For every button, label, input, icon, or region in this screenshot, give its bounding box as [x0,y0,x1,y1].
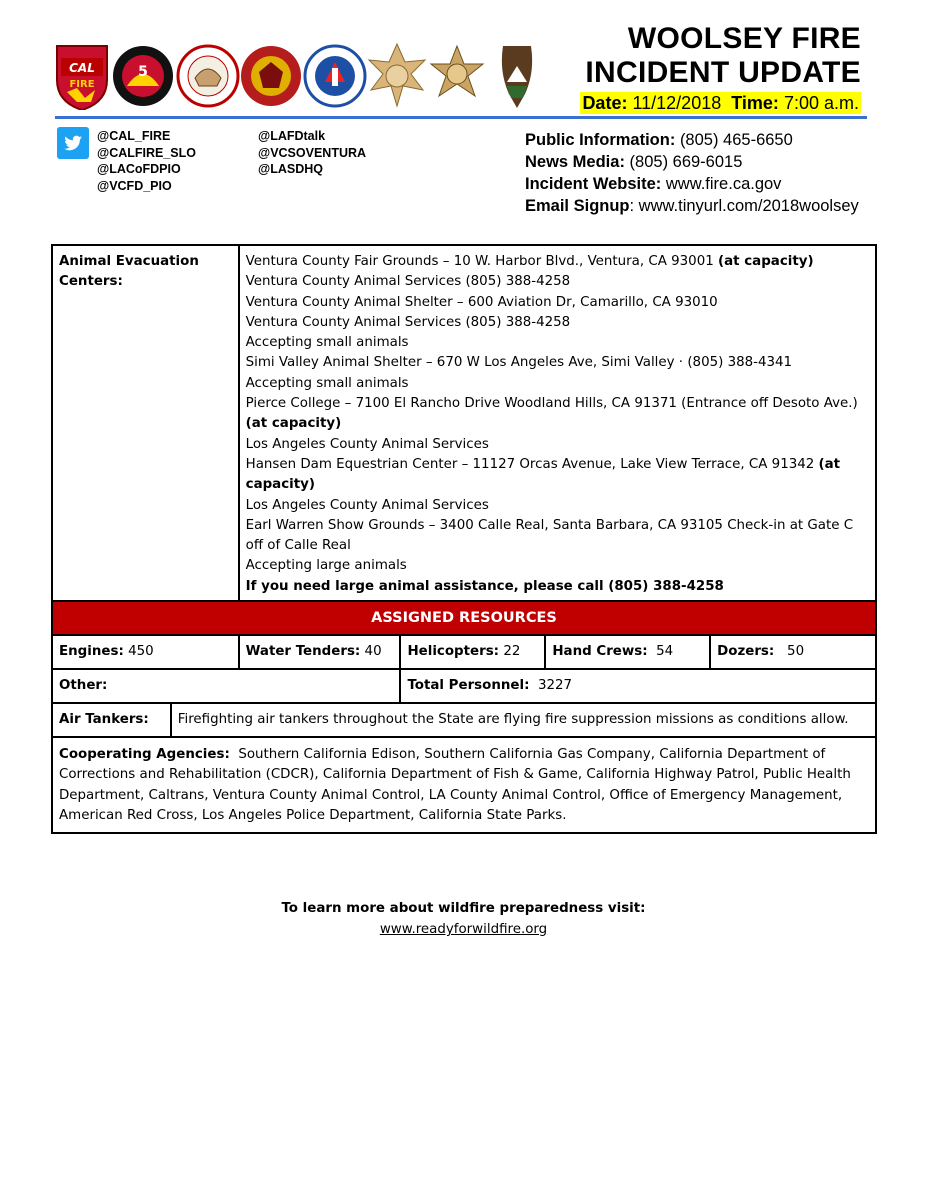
title-block [580,22,861,114]
assigned-resources-header: ASSIGNED RESOURCES [52,601,876,635]
evacuation-line-text: Accepting large animals [245,558,407,574]
time-value: 7:00 a.m. [783,93,859,113]
news-media-label: News Media: [525,153,625,171]
cooperating-agencies-value: Southern California Edison, Southern California Gas Company, California Department of Corrections and Rehabilitation (CDCR), California Department of Fish & Game, California Highway Patrol, Public Health Department, Caltrans, Ventura County Animal Control, LA County Animal Control, Office of Emergency Management, American Red Cross, Los Angeles Police Department, California State Parks. [59,747,851,823]
twitter-handle[interactable]: @LACoFDPIO [97,162,181,176]
air-tankers-label: Air Tankers: [59,712,149,728]
twitter-handle[interactable]: @CALFIRE_SLO [97,145,196,160]
evacuation-lines [246,252,869,597]
evacuation-line-bold: If you need large animal assistance, please call (805) 388-4258 [245,578,724,594]
time-label: Time: [731,93,779,113]
email-signup-line [525,195,859,217]
evacuation-line [246,577,869,597]
hand-crews-value: 54 [656,644,674,660]
date-label: Date: [582,93,628,113]
evacuation-line [246,516,869,557]
other-cell [52,669,400,703]
email-signup-label: Email Signup [525,197,630,215]
air-tankers-value: Firefighting air tankers throughout the State are flying fire suppression missions as conditions allow. [171,703,876,737]
sheriff-star-logo [369,44,425,106]
national-park-service-logo [502,46,532,108]
ventura-county-fire-logo [305,46,365,106]
public-info-label: Public Information: [525,131,676,149]
dozers-value: 50 [787,644,805,660]
evacuation-line [246,556,869,576]
footer [0,898,927,940]
news-media-phone[interactable]: (805) 669-6015 [629,153,743,171]
date-time-bar [580,92,861,114]
cal-fire-logo [57,46,107,110]
other-label: Other: [59,678,108,694]
animal-evacuation-label: Animal Evacuation Centers: [52,245,239,601]
water-tenders-cell [239,635,401,669]
readyforwildfire-link[interactable]: www.readyforwildfire.org [379,922,548,937]
twitter-handle[interactable]: @LAFDtalk [258,129,326,143]
twitter-handle[interactable]: @CAL_FIRE [97,129,171,143]
evacuation-line-text: Ventura County Animal Services (805) 388-4258 [245,314,571,330]
evacuation-line-text: Simi Valley Animal Shelter – 670 W Los Angeles Ave, Simi Valley · (805) 388-4341 [245,355,793,371]
total-personnel-value: 3227 [537,678,573,694]
evacuation-line [246,333,869,353]
email-signup-link[interactable]: : www.tinyurl.com/2018woolsey [629,197,859,215]
evacuation-line-text: Los Angeles County Animal Services [245,436,489,452]
evacuation-line-bold: (at capacity) [245,456,841,493]
evacuation-line-text: Accepting small animals [245,375,409,391]
twitter-handle[interactable]: @LASDHQ [258,162,323,176]
helicopters-label: Helicopters: [407,644,500,660]
evacuation-line [246,293,869,313]
public-info-line [525,129,859,151]
incident-website-link[interactable]: www.fire.ca.gov [665,175,782,193]
svg-text:FIRE: FIRE [69,79,95,90]
evacuation-line-text: Los Angeles County Animal Services [245,497,489,513]
evacuation-line-text: Pierce College – 7100 El Rancho Drive Woodland Hills, CA 91371 (Entrance off Desoto Ave.) [245,396,858,412]
evacuation-line-text: Ventura County Animal Services (805) 388-4258 [245,274,571,290]
incident-website-line [525,173,859,195]
svg-text:CAL: CAL [69,61,95,75]
evacuation-line [246,394,869,435]
dozers-cell [710,635,876,669]
animal-evacuation-centers [239,245,876,601]
public-info-phone[interactable]: (805) 465-6650 [679,131,793,149]
air-tankers-label-cell [52,703,171,737]
date-value: 11/12/2018 [632,93,722,113]
agency-logos [55,42,535,110]
header-divider [55,116,867,119]
dozers-label: Dozers: [717,644,775,660]
incident-website-label: Incident Website: [525,175,662,193]
evacuation-line [246,496,869,516]
evacuation-line [246,313,869,333]
helicopters-value: 22 [503,644,521,660]
la-county-fire-logo [178,46,238,106]
twitter-handles-col2 [258,128,366,178]
engines-label: Engines: [59,644,124,660]
twitter-icon [57,127,89,159]
incident-management-team-logo [113,46,173,106]
evacuation-line [246,353,869,373]
evacuation-line-bold: (at capacity) [245,416,342,432]
water-tenders-value: 40 [364,644,382,660]
evacuation-line [246,435,869,455]
total-personnel-cell [400,669,876,703]
twitter-handle[interactable]: @VCSOVENTURA [258,145,367,160]
news-media-line [525,151,859,173]
helicopters-cell [400,635,545,669]
footer-text: To learn more about wildfire preparedness visit: [281,901,646,916]
contact-info [525,129,859,217]
title-line-1: WOOLSEY FIRE [627,22,861,55]
evacuation-line [246,374,869,394]
engines-cell [52,635,239,669]
la-fire-department-logo [241,46,301,106]
evacuation-line-text: Ventura County Fair Grounds – 10 W. Harbor Blvd., Ventura, CA 93001 [245,254,718,269]
title-line-2: INCIDENT UPDATE [585,56,861,89]
hand-crews-cell [545,635,710,669]
evacuation-line-bold: (at capacity) [718,254,814,269]
evacuation-line-text: Ventura County Animal Shelter – 600 Aviation Dr, Camarillo, CA 93010 [245,294,718,310]
la-sheriff-star-logo [431,46,483,96]
evacuation-line-text: Earl Warren Show Grounds – 3400 Calle Real, Santa Barbara, CA 93105 Check-in at Gate C off of Calle Real [245,517,854,554]
cooperating-agencies-cell [52,737,876,833]
evacuation-line-text: Hansen Dam Equestrian Center – 11127 Orcas Avenue, Lake View Terrace, CA 91342 [245,456,819,472]
water-tenders-label: Water Tenders: [245,644,361,660]
engines-value: 450 [128,644,154,660]
twitter-handles-col1 [97,128,196,194]
svg-text:5: 5 [138,64,148,80]
evacuation-line-text: Accepting small animals [245,335,409,351]
twitter-handle[interactable]: @VCFD_PIO [97,178,172,193]
evacuation-line [246,252,869,272]
cooperating-agencies-label: Cooperating Agencies: [59,747,230,763]
total-personnel-label: Total Personnel: [407,678,530,694]
hand-crews-label: Hand Crews: [552,644,648,660]
evacuation-line [246,272,869,292]
incident-table [51,244,877,834]
evacuation-line [246,455,869,496]
